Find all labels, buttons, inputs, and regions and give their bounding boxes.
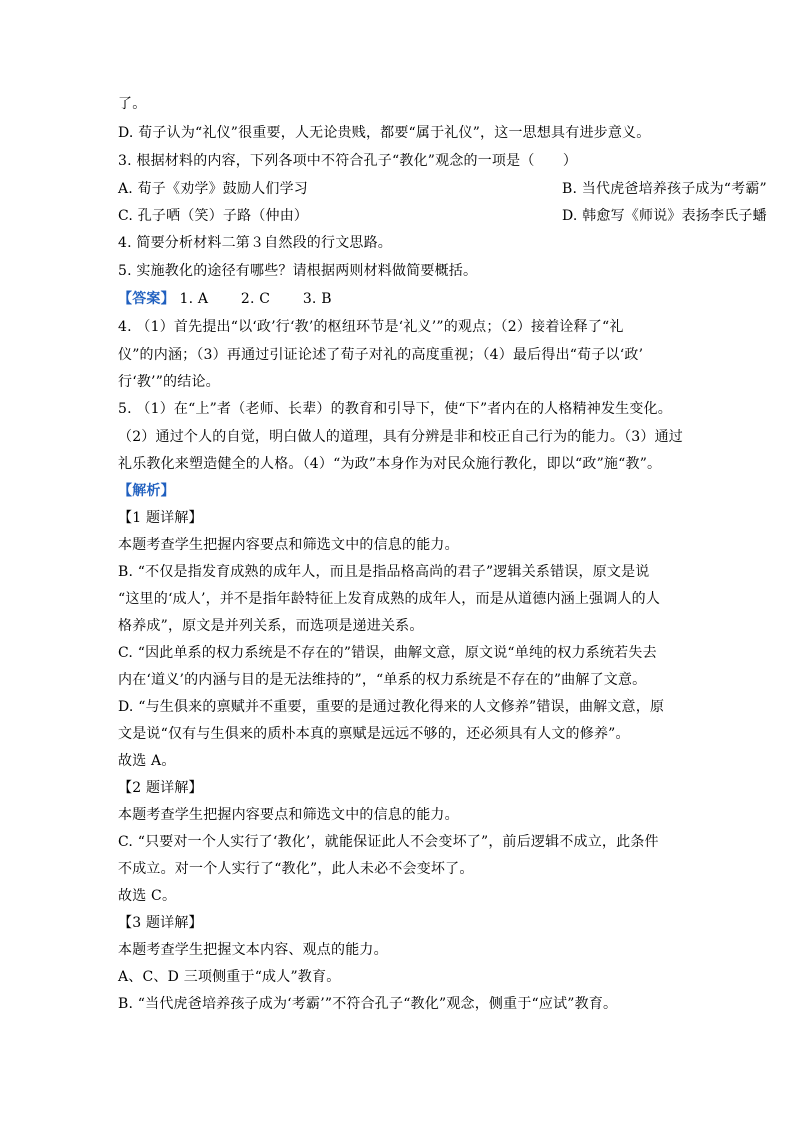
text-line: 格养成”，原文是并列关系，而选项是递进关系。 xyxy=(118,618,424,634)
question-5: 5. 实施教化的途径有哪些？请根据两则材料做简要概括。 xyxy=(118,263,478,279)
answer-5-line: （2）通过个人的自觉，明白做人的道理，具有分辨是非和校正自己行为的能力。（3）通过 xyxy=(118,429,684,445)
text-line: C. “因此单系的权力系统是不存在的”错误，曲解文意，原文说“单纯的权力系统若失去 xyxy=(118,645,657,661)
option-d: D. 韩愈写《师说》表扬李氏子蟠 xyxy=(562,208,767,224)
text-line: “这里的‘成人’，并不是指年龄特征上发育成熟的成年人，而是从道德内涵上强调人的人 xyxy=(118,591,661,607)
answer-3: 3. B xyxy=(302,291,332,307)
text-line: 内在‘道义’的内涵与目的是无法维持的”，“单系的权力系统是不存在的”曲解了文意。 xyxy=(118,672,647,688)
question-4: 4. 简要分析材料二第３自然段的行文思路。 xyxy=(118,235,393,251)
text-line: D. “与生俱来的禀赋并不重要，重要的是通过教化得来的人文修养”错误，曲解文意，原 xyxy=(118,699,665,715)
text-line: 故选 C。 xyxy=(118,888,177,904)
text-line: 了。 xyxy=(118,96,147,112)
option-c: C. 孔子哂（笑）子路（仲由） xyxy=(118,208,309,224)
options-row-2 xyxy=(118,207,767,225)
options-row-1 xyxy=(118,180,767,198)
text-line: 故选 A。 xyxy=(118,753,176,769)
answer-5-line: 礼乐教化来塑造健全的人格。（4）“为政”本身作为对民众施行教化，即以“政”施“教”。 xyxy=(118,456,662,472)
text-line: B. “当代虎爸培养孩子成为‘考霸’”不符合孔子“教化”观念，侧重于“应试”教育。 xyxy=(118,996,618,1012)
analysis-tag: 【解析】 xyxy=(118,483,175,499)
text-line: B. “不仅是指发育成熟的成年人，而且是指品格高尚的君子”逻辑关系错误，原文是说 xyxy=(118,564,650,580)
section-2-tag: 【2 题详解】 xyxy=(118,780,203,796)
answer-1: 1. A xyxy=(179,291,209,307)
section-1-tag: 【1 题详解】 xyxy=(118,510,203,526)
text-line: 本题考查学生把握内容要点和筛选文中的信息的能力。 xyxy=(118,537,459,553)
question-3: 3. 根据材料的内容，下列各项中不符合孔子“教化”观念的一项是（ ） xyxy=(118,153,578,169)
answer-4-line: 仪”的内涵；（3）再通过引证论述了荀子对礼的高度重视；（4）最后得出“荀子以‘政’ xyxy=(118,347,644,363)
text-line: C. “只要对一个人实行了‘教化’，就能保证此人不会变坏了”，前后逻辑不成立，此条件 xyxy=(118,834,659,850)
option-a: A. 荀子《劝学》鼓励人们学习 xyxy=(118,181,309,197)
text-line: D. 荀子认为“礼仪”很重要，人无论贵贱，都要“属于礼仪”，这一思想具有进步意义。 xyxy=(118,125,651,141)
text-line: A、C、D 三项侧重于“成人”教育。 xyxy=(118,969,341,985)
answer-4-line: 行‘教’”的结论。 xyxy=(118,374,220,390)
answer-5-line: 5. （1）在“上”者（老师、长辈）的教育和引导下，使“下”者内在的人格精神发生变化。 xyxy=(118,401,672,417)
answer-tag: 【答案】 xyxy=(118,291,175,307)
option-b: B. 当代虎爸培养孩子成为“考霸” xyxy=(562,181,767,197)
text-line: 本题考查学生把握内容要点和筛选文中的信息的能力。 xyxy=(118,807,459,823)
text-line: 本题考查学生把握文本内容、观点的能力。 xyxy=(118,942,388,958)
section-3-tag: 【3 题详解】 xyxy=(118,915,203,931)
text-line: 文是说“仅有与生俱来的质朴本真的禀赋是远远不够的，还必须具有人文的修养”。 xyxy=(118,726,630,742)
answer-2: 2. C xyxy=(240,291,271,307)
answer-4-line: 4. （1）首先提出“以‘政’行‘教’的枢纽环节是‘礼义’”的观点；（2）接着诠释了“礼 xyxy=(118,319,624,335)
text-line: 不成立。对一个人实行了“教化”，此人未必不会变坏了。 xyxy=(118,861,474,877)
answer-line xyxy=(118,290,332,308)
